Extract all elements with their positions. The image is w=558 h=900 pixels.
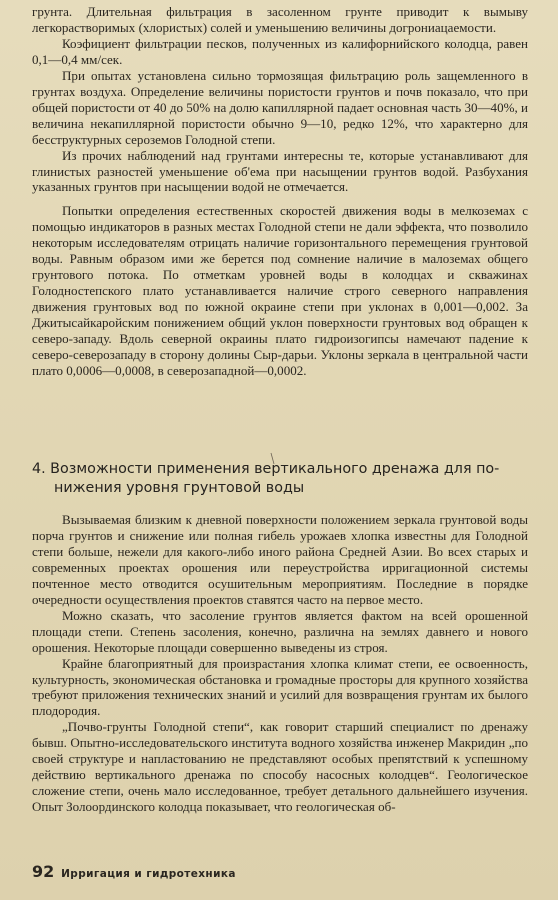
running-footer-title: Ирригация и гидротехника bbox=[61, 868, 236, 880]
body-text-top bbox=[32, 4, 528, 379]
page-footer bbox=[32, 862, 528, 881]
paragraph: Вызываемая близким к дневной поверхности положением зеркала грунтовой воды порча грунтов и снижение или полная гибель урожаев хлопка известны для Голодной степи больше, нежели для какого-либо иного района Средней Азии. Во всех старых и современных проектах орошения или переустройства ирригационной системы почтенное место отводится осушительным мероприятиям. Последние в порядке очередности осуществления проектов ставятся часто на первое место. bbox=[32, 512, 528, 607]
paragraph: Из прочих наблюдений над грунтами интересны те, которые устанавливают для глинистых разностей уменьшение об'ема при насыщении грунтов водой. Разбухания указанных грунтов при насыщении водой не отмечается. bbox=[32, 147, 528, 195]
paragraph: При опытах установлена сильно тормозящая фильтрацию роль защемленного в грунтах воздуха. Определение величины пористости грунтов и почв показало, что при общей пористости от 40 до 50% на долю капиллярной падает основная часть 30—40%, и величина некапиллярной пористости обычно 9—10, редко 12%, что характерно для бесструктурных сероземов Голодной степи. bbox=[32, 67, 528, 147]
section-heading bbox=[32, 460, 528, 498]
section-heading-line1: 4. Возможности применения вертикального дренажа для по- bbox=[32, 461, 500, 477]
body-text-bottom bbox=[32, 512, 528, 815]
paragraph: „Почво-грунты Голодной степи“, как говорит старший специалист по дренажу бывш. Опытно-исследовательского института водного хозяйства инженер Макридин „по своей структуре и напластованию не представляют особых препятствий к успешному действию вертикального дренажа по способу насосных колодцев“. Геологическое сложение степи, очень мало исследованное, требует детального дальнейшего изучения. Опыт Золоординского колодца показывает, что геологическая об- bbox=[32, 719, 528, 815]
paragraph: Коэфициент фильтрации песков, полученных из калифорнийского колодца, равен 0,1—0,4 мм/сек. bbox=[32, 35, 528, 67]
paragraph: Можно сказать, что засоление грунтов является фактом на всей орошенной площади степи. Степень засоления, конечно, различна на землях давнего и нового орошения. Некоторые площади совершенно выведены из строя. bbox=[32, 607, 528, 655]
page-number: 92 bbox=[32, 862, 55, 881]
paragraph: Крайне благоприятный для произрастания хлопка климат степи, ее освоенность, культурность, экономическая обстановка и громадные просторы для крупного хозяйства требуют приложения технических знаний и усилий для возвращения грунтам их былого плодородия. bbox=[32, 655, 528, 719]
section-heading-line2: нижения уровня грунтовой воды bbox=[54, 480, 305, 496]
paragraph: грунта. Длительная фильтрация в засоленном грунте приводит к вымыву легкорастворимых (хлористых) солей и уменьшению величины догрониацаемости. bbox=[32, 4, 528, 35]
paragraph: Попытки определения естественных скоростей движения воды в мелкоземах с помощью индикаторов в разных местах Голодной степи не дали эффекта, что позволило некоторым исследователям отрицать наличие горизонтального перемещения грунтовой воды. Равным образом ими же берется под сомнение наличие в малоземах общего грунтового потока. По отметкам уровней воды в колодцах и скважинах Голодностепского плато устанавливается наличие строго северного направления движения грунтовых вод по южной окраине степи при уклонах в 0,001—0,002. За Джитысайкаройским понижением общий уклон поверхности грунтовых вод обращен к северо-западу. Вдоль северной окраины плато гидроизогипсы намечают падение к северо-северозападу в сторону долины Сыр-дарьи. Уклоны зеркала в центральной части плато 0,0006—0,0008, в северозападной—0,0002. bbox=[32, 203, 528, 378]
